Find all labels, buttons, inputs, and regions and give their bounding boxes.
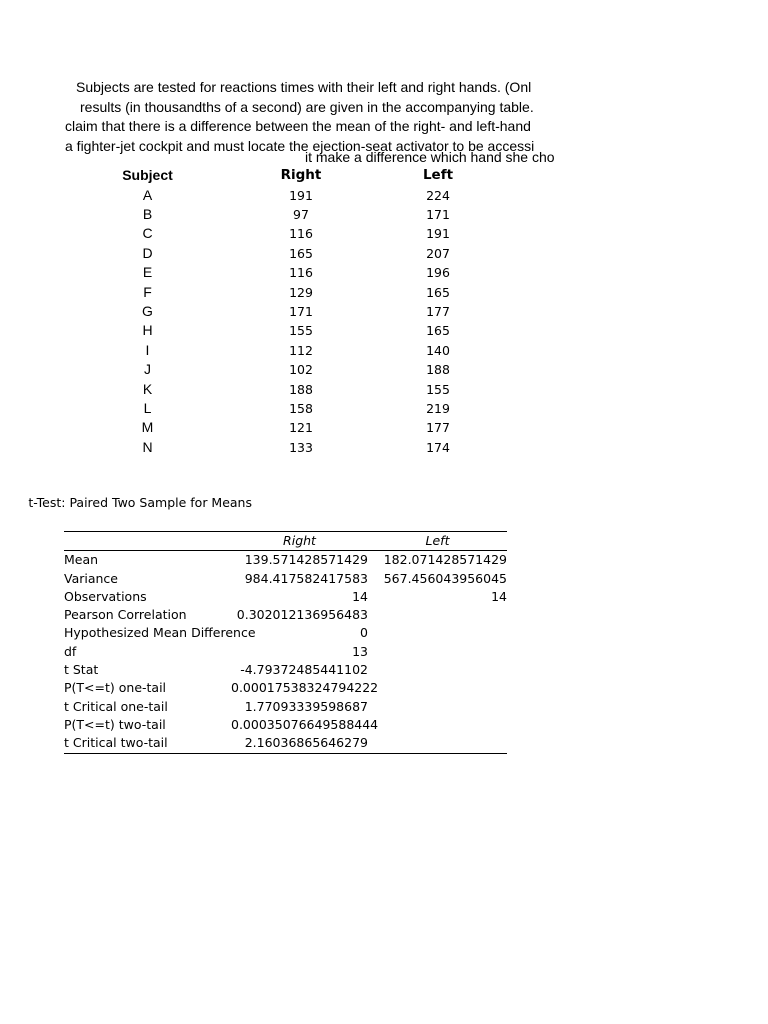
subject-header-cell[interactable]: Subject: [122, 167, 173, 183]
stat-label[interactable]: Observations: [64, 588, 147, 604]
subject-cell[interactable]: L: [143, 399, 152, 416]
intro-line: a fighter-jet cockpit and must locate the ejection-seat activator to be accessi: [65, 137, 535, 154]
stat-right-value[interactable]: -4.79372485441102: [240, 662, 368, 678]
left-header-cell[interactable]: Left: [422, 167, 454, 183]
left-value-cell[interactable]: 191: [426, 226, 450, 242]
right-value-cell[interactable]: 158: [289, 400, 313, 416]
subject-cell[interactable]: N: [142, 438, 153, 455]
ttest-output-table: [64, 531, 507, 754]
left-value-cell[interactable]: 196: [426, 265, 450, 281]
stat-label[interactable]: Hypothesized Mean Difference: [64, 625, 256, 641]
stat-label[interactable]: Mean: [64, 552, 99, 568]
subject-cell[interactable]: H: [142, 322, 153, 339]
stat-right-value[interactable]: 139.571428571429: [244, 552, 368, 568]
table-row: [0, 321, 560, 340]
right-value-cell[interactable]: 165: [289, 245, 313, 261]
left-value-cell[interactable]: 171: [426, 206, 450, 222]
right-value-cell[interactable]: 191: [289, 187, 313, 203]
right-value-cell[interactable]: 116: [289, 226, 313, 242]
stat-left-value[interactable]: 182.071428571429: [383, 552, 507, 568]
subject-cell[interactable]: E: [142, 264, 153, 281]
table-row: [0, 224, 560, 243]
left-value-cell[interactable]: 174: [426, 439, 450, 455]
table-row: [0, 360, 560, 379]
right-value-cell[interactable]: 133: [289, 439, 313, 455]
stat-label[interactable]: P(T<=t) one-tail: [64, 680, 167, 696]
stat-left-value[interactable]: 567.456043956045: [383, 570, 507, 586]
stat-label[interactable]: Variance: [64, 570, 118, 586]
subject-cell[interactable]: G: [142, 302, 153, 319]
stat-label[interactable]: t Critical one-tail: [64, 698, 168, 714]
left-value-cell[interactable]: 219: [426, 400, 450, 416]
right-value-cell[interactable]: 97: [293, 206, 309, 222]
table-row: [64, 716, 507, 734]
stat-right-value[interactable]: 13: [352, 643, 368, 659]
stat-right-value[interactable]: 14: [352, 588, 368, 604]
ttest-left-header[interactable]: Left: [425, 533, 450, 548]
intro-line: it make a difference which hand she cho: [305, 149, 555, 165]
table-row: [0, 283, 560, 302]
intro-paragraph[interactable]: [0, 78, 569, 166]
subject-cell[interactable]: C: [142, 225, 153, 242]
stat-right-value[interactable]: 0: [360, 625, 368, 641]
table-row: [64, 570, 507, 588]
stat-right-value[interactable]: 1.77093339598687: [244, 698, 368, 714]
table-row: [0, 399, 560, 418]
left-value-cell[interactable]: 165: [426, 284, 450, 300]
data-table-header: [0, 166, 560, 185]
table-row: [0, 341, 560, 360]
intro-line: claim that there is a difference between the mean of the right- and left-hand: [65, 118, 531, 134]
right-value-cell[interactable]: 155: [289, 323, 313, 339]
left-value-cell[interactable]: 207: [426, 245, 450, 261]
ttest-title-cell[interactable]: [28, 494, 322, 512]
table-row: [0, 263, 560, 282]
table-row: [0, 302, 560, 321]
table-row: [64, 679, 507, 697]
subject-cell[interactable]: B: [142, 205, 153, 222]
stat-right-value[interactable]: 2.16036865646279: [244, 735, 368, 751]
right-value-cell[interactable]: 112: [289, 342, 313, 358]
table-row: [64, 551, 507, 569]
table-row: [64, 698, 507, 716]
left-value-cell[interactable]: 177: [426, 420, 450, 436]
table-row: [64, 661, 507, 679]
subject-cell[interactable]: D: [142, 244, 153, 261]
subject-cell[interactable]: M: [141, 419, 154, 436]
table-row: [0, 418, 560, 437]
table-row: [0, 205, 560, 224]
stat-label[interactable]: t Critical two-tail: [64, 735, 168, 751]
subject-cell[interactable]: F: [143, 283, 152, 300]
right-value-cell[interactable]: 129: [289, 284, 313, 300]
subject-cell[interactable]: A: [142, 186, 153, 203]
table-row: [0, 438, 560, 457]
right-header-cell[interactable]: Right: [280, 167, 322, 183]
stat-right-value[interactable]: 0.302012136956483: [236, 607, 368, 623]
right-value-cell[interactable]: 116: [289, 265, 313, 281]
table-row: [64, 588, 507, 606]
right-value-cell[interactable]: 121: [289, 420, 313, 436]
left-value-cell[interactable]: 224: [426, 187, 450, 203]
left-value-cell[interactable]: 188: [426, 362, 450, 378]
right-value-cell[interactable]: 102: [289, 362, 313, 378]
left-value-cell[interactable]: 155: [426, 381, 450, 397]
stat-label[interactable]: P(T<=t) two-tail: [64, 716, 166, 732]
table-row: [64, 606, 507, 624]
intro-line: Subjects are tested for reactions times with their left and right hands. (Onl: [76, 79, 532, 95]
subject-cell[interactable]: I: [145, 341, 150, 358]
ttest-header-row: [64, 532, 507, 551]
stat-left-value[interactable]: 14: [491, 588, 507, 604]
stat-right-value[interactable]: 984.417582417583: [244, 570, 368, 586]
left-value-cell[interactable]: 177: [426, 303, 450, 319]
intro-line: results (in thousandths of a second) are given in the accompanying table.: [80, 98, 534, 115]
right-value-cell[interactable]: 171: [289, 303, 313, 319]
right-value-cell[interactable]: 188: [289, 381, 313, 397]
table-row: [64, 624, 507, 642]
ttest-title: t-Test: Paired Two Sample for Means: [28, 495, 252, 510]
subject-cell[interactable]: K: [142, 380, 153, 397]
stat-right-value[interactable]: 0.00035076649588444: [231, 716, 379, 732]
left-value-cell[interactable]: 165: [426, 323, 450, 339]
table-row: [0, 380, 560, 399]
stat-right-value[interactable]: 0.00017538324794222: [231, 680, 379, 696]
left-value-cell[interactable]: 140: [426, 342, 450, 358]
stat-label[interactable]: t Stat: [64, 662, 99, 678]
table-row: [0, 244, 560, 263]
subject-cell[interactable]: J: [144, 361, 151, 378]
table-row: [0, 186, 560, 205]
table-row: [64, 734, 507, 752]
table-row: [64, 643, 507, 661]
ttest-right-header[interactable]: Right: [283, 533, 316, 548]
stat-label[interactable]: Pearson Correlation: [64, 607, 187, 623]
stat-label[interactable]: df: [64, 643, 77, 659]
